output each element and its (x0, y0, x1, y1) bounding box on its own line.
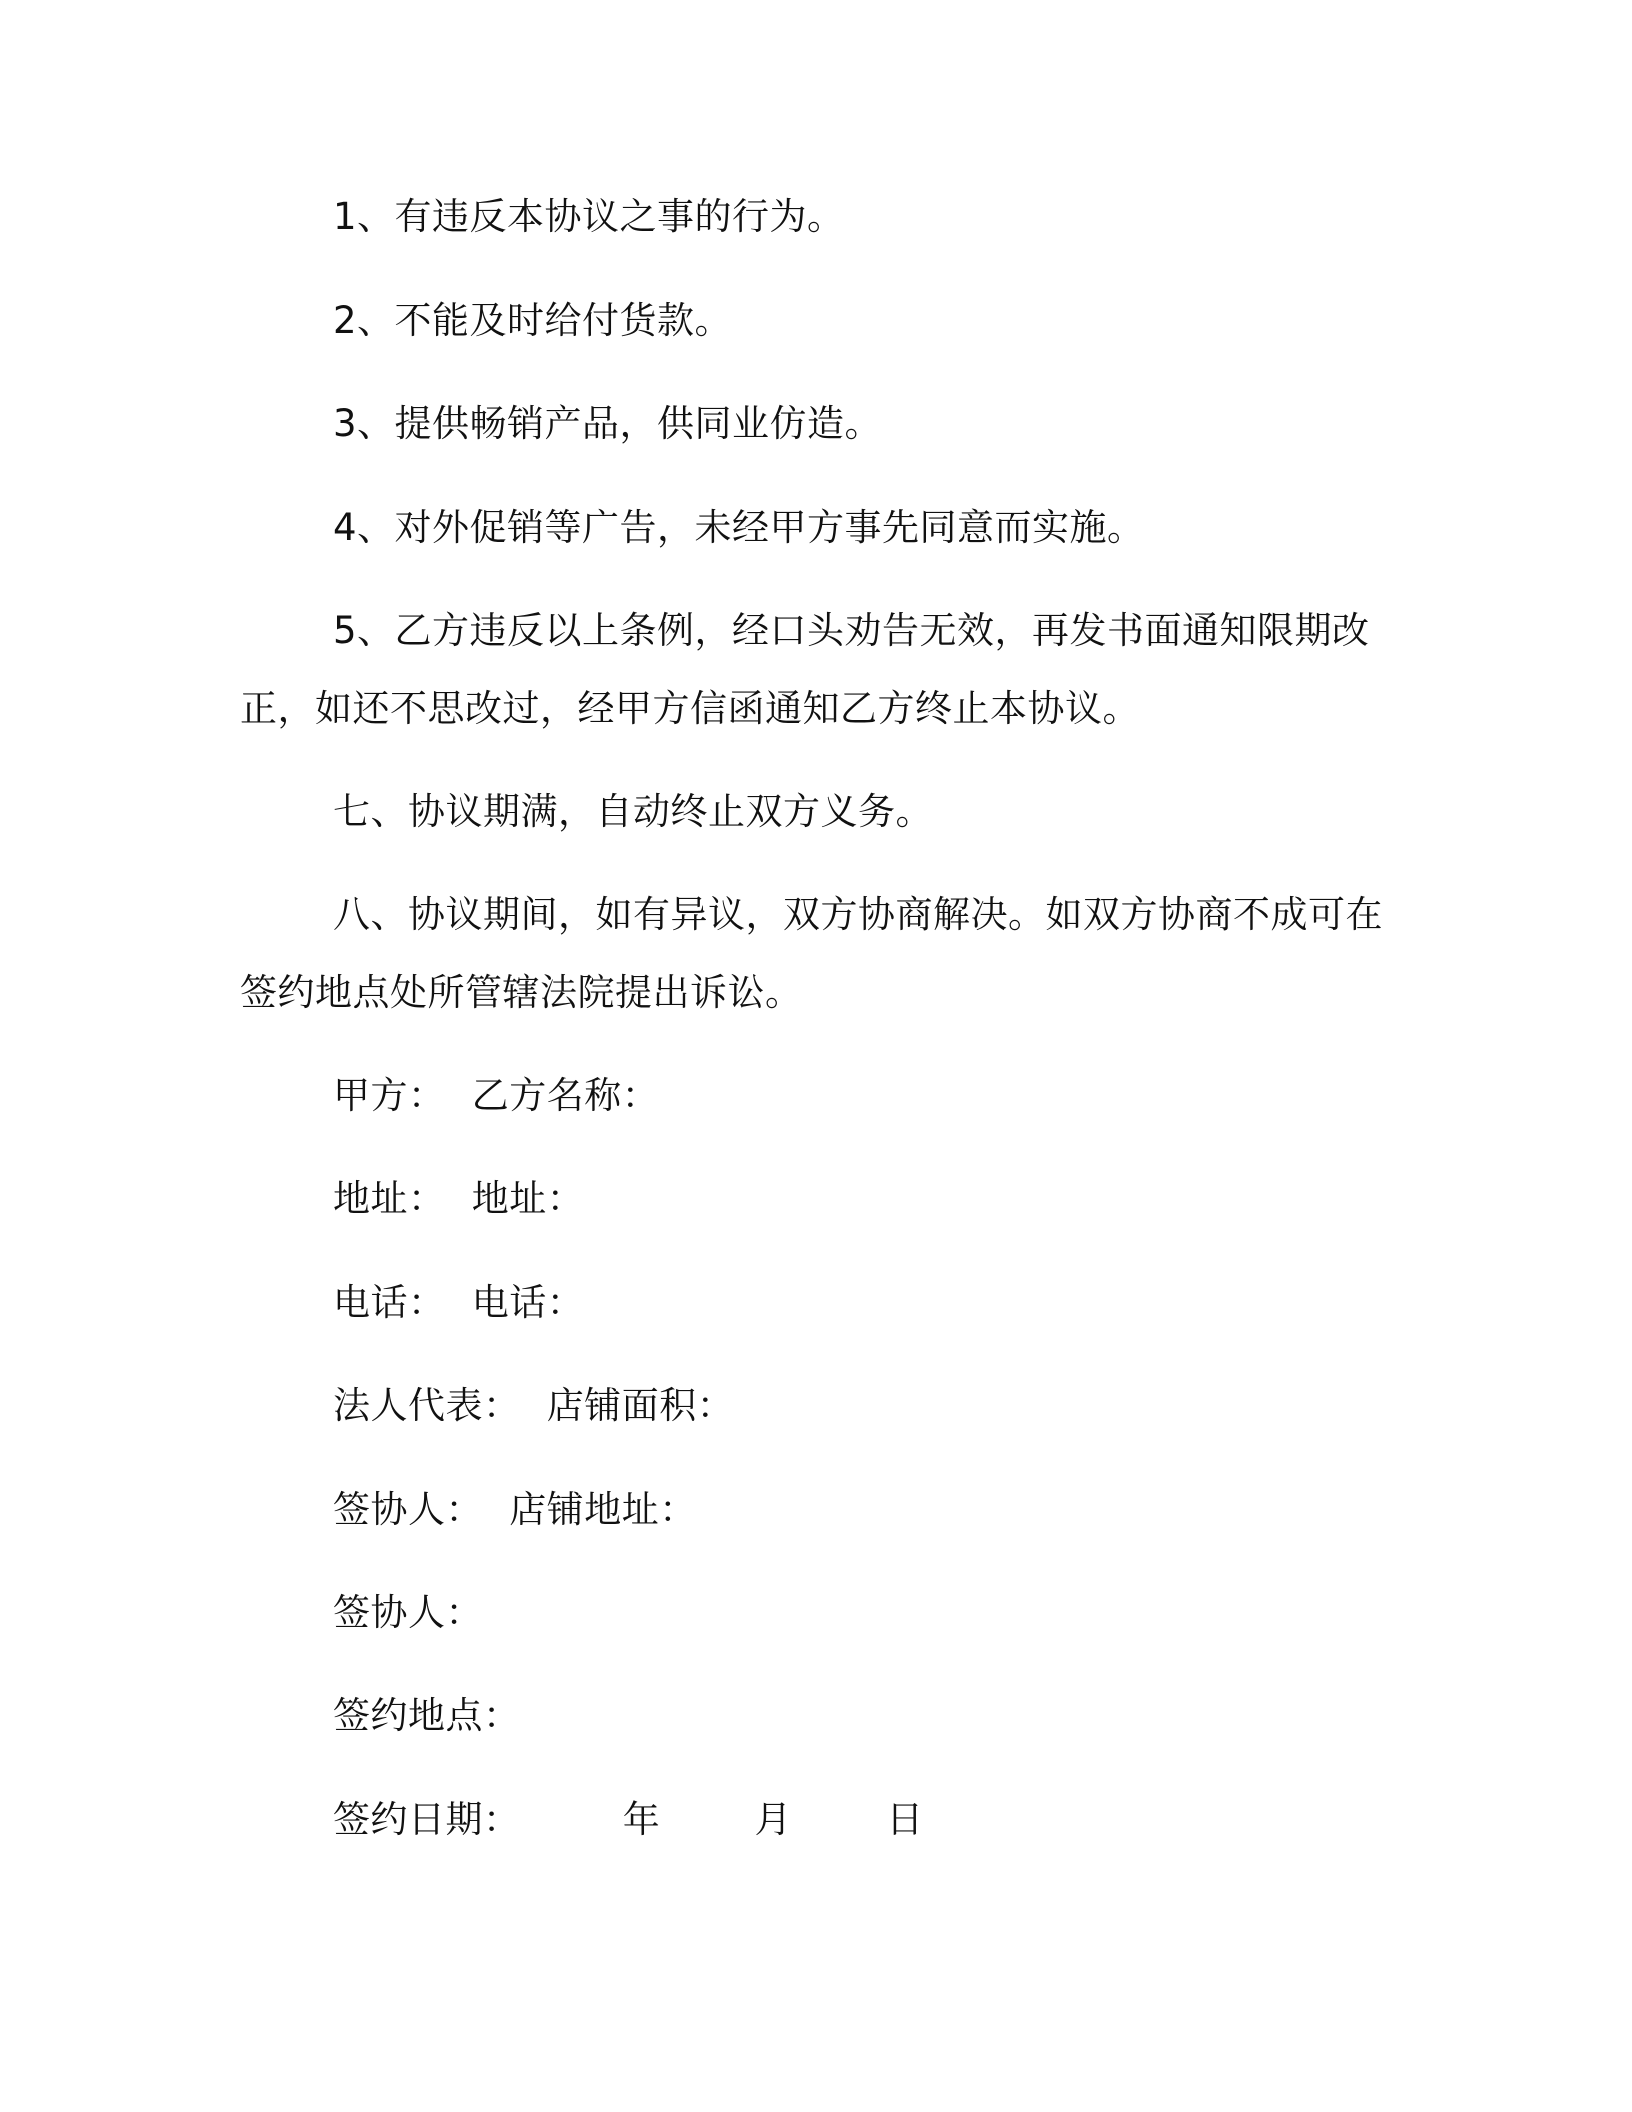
clause-4: 4、对外促销等广告，未经甲方事先同意而实施。 (333, 506, 1145, 549)
signature-row-legal (333, 1384, 735, 1427)
article-8-line-1: 八、协议期间，如有异议，双方协商解决。如双方协商不成可在 (333, 893, 1383, 936)
signature-row-signer-b (333, 1591, 483, 1634)
month-label: 月 (754, 1798, 793, 1841)
legal-rep-label: 法人代表： (333, 1384, 521, 1427)
store-address-label: 店铺地址： (509, 1488, 697, 1531)
address-a-label: 地址： (333, 1177, 446, 1220)
sign-place-label: 签约地点： (333, 1694, 521, 1737)
article-8-line-2: 签约地点处所管辖法院提出诉讼。 (240, 971, 803, 1014)
party-b-name-label: 乙方名称： (471, 1074, 660, 1117)
clause-5-line-1: 5、乙方违反以上条例，经口头劝告无效，再发书面通知限期改 (333, 609, 1370, 652)
signature-row-date (333, 1798, 924, 1841)
signature-row-party (333, 1074, 660, 1117)
clause-1: 1、有违反本协议之事的行为。 (333, 195, 845, 238)
sign-date-label: 签约日期： (333, 1798, 521, 1841)
signature-row-phone (333, 1281, 585, 1324)
year-label: 年 (622, 1798, 661, 1841)
party-a-label: 甲方： (333, 1074, 446, 1117)
store-area-label: 店铺面积： (546, 1384, 735, 1427)
clause-3: 3、提供畅销产品，供同业仿造。 (333, 402, 883, 445)
phone-b-label: 电话： (471, 1281, 585, 1324)
article-7: 七、协议期满，自动终止双方义务。 (333, 790, 933, 833)
signer-a-label: 签协人： (333, 1488, 483, 1531)
signature-row-place (333, 1694, 521, 1737)
clause-2: 2、不能及时给付货款。 (333, 299, 733, 342)
signer-b-label: 签协人： (333, 1591, 483, 1634)
signature-row-address (333, 1177, 585, 1220)
address-b-label: 地址： (471, 1177, 585, 1220)
day-label: 日 (886, 1798, 924, 1841)
clause-5-line-2: 正，如还不思改过，经甲方信函通知乙方终止本协议。 (240, 687, 1140, 730)
phone-a-label: 电话： (333, 1281, 446, 1324)
signature-row-signer (333, 1488, 697, 1531)
